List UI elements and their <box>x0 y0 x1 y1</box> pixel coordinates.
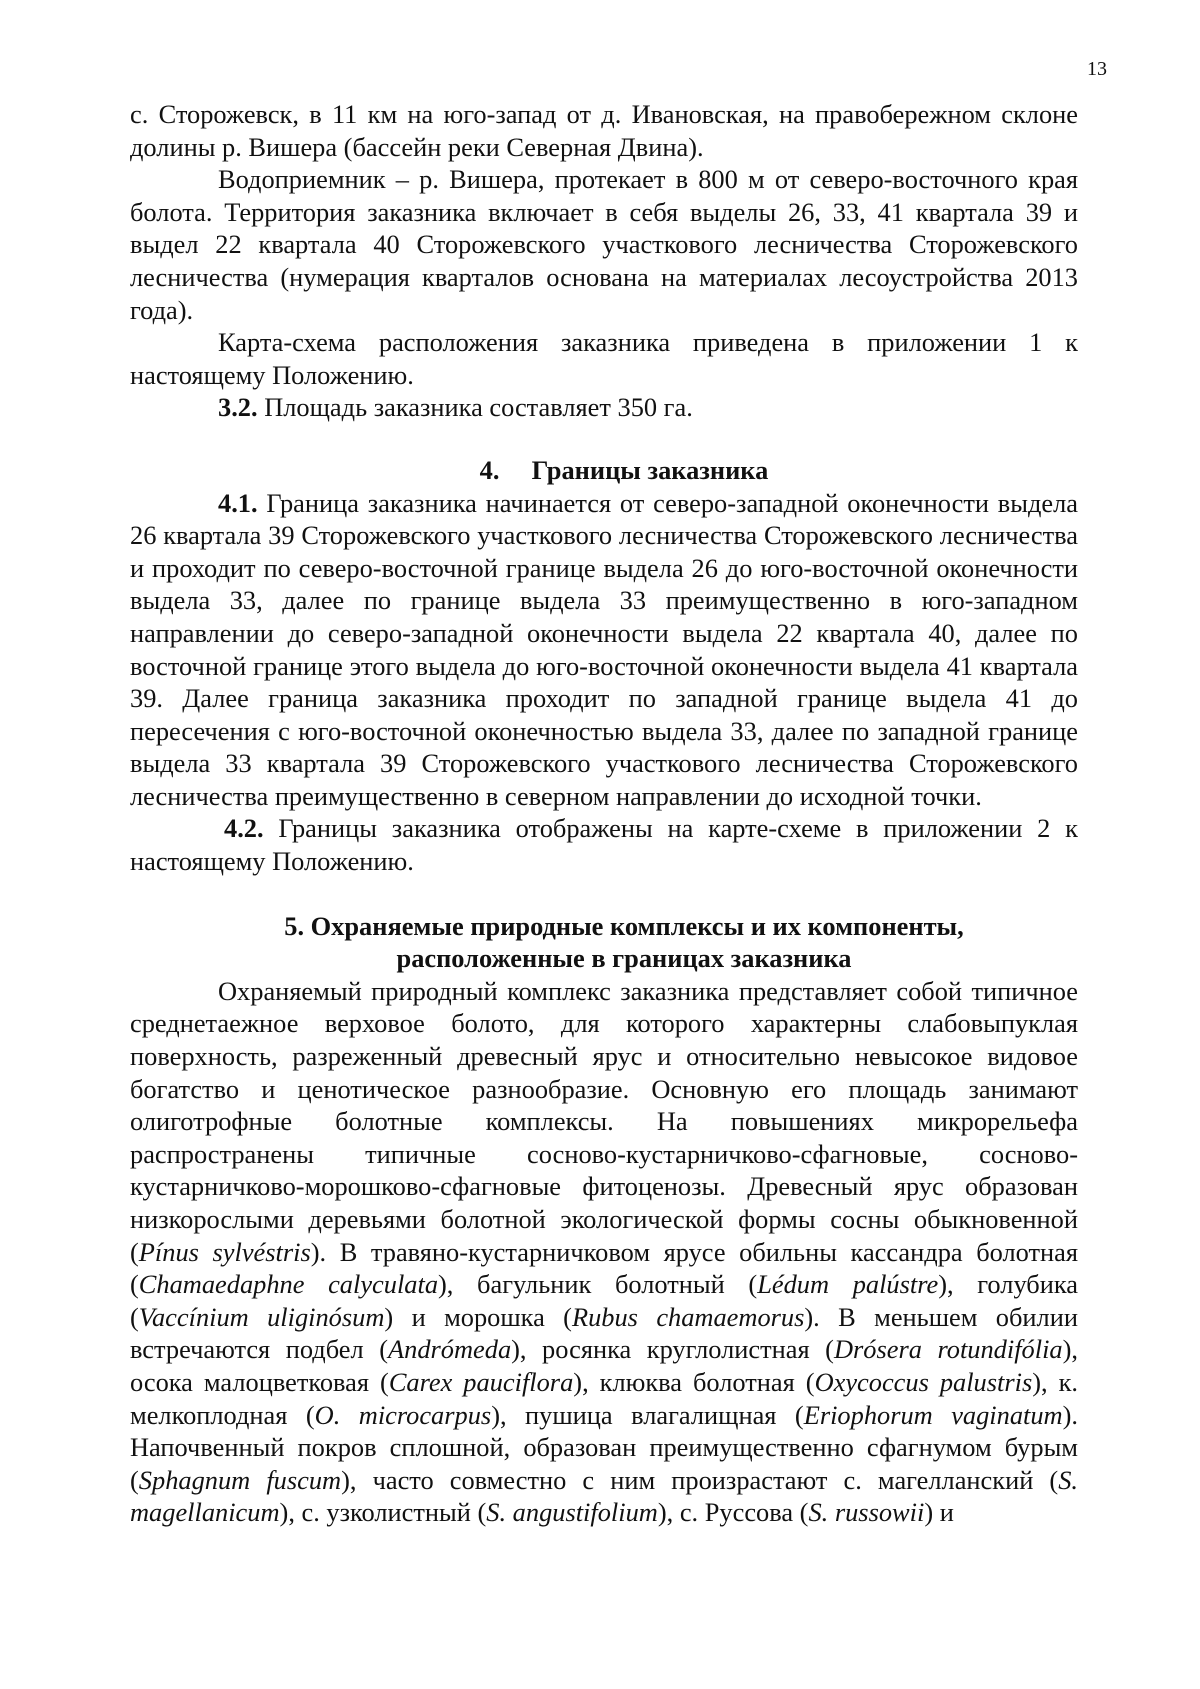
latin-name: Eriophorum vaginatum <box>803 1399 1063 1430</box>
latin-name: Andrómeda <box>388 1334 512 1365</box>
intro-paragraph-map-reference: Карта-схема расположения заказника приведена в приложении 1 к настоящему Положению. <box>130 327 1078 390</box>
body-text: ), росянка круглолистная ( <box>511 1334 834 1365</box>
clause-number: 3.2. <box>218 392 258 423</box>
page-number: 13 <box>1087 58 1107 80</box>
body-text: ), с. узколистный ( <box>279 1497 487 1528</box>
clause-text: Площадь заказника составляет 350 га. <box>257 392 693 423</box>
clause-4-2 <box>130 812 1078 877</box>
latin-name: Sphagnum fuscum <box>138 1464 342 1495</box>
clause-number: 4.2. <box>224 813 264 844</box>
body-text: ) и <box>924 1497 954 1528</box>
latin-name: S. angustifolium <box>486 1497 658 1528</box>
body-text: ) и морошка ( <box>384 1301 572 1332</box>
latin-name: Rubus chamaemorus <box>571 1301 805 1332</box>
latin-name: Vaccínium uliginósum <box>138 1301 385 1332</box>
body-text: ). В меньшем обилии встречаются подбел ( <box>130 1301 1078 1365</box>
section-4-heading <box>130 454 1078 487</box>
intro-paragraph-location: с. Сторожевск, в 11 км на юго-запад от д. Ивановская, на правобережном склоне долины р. Вишера (бассейн реки Северная Двина). <box>130 99 1078 162</box>
latin-name: S. russowii <box>808 1497 925 1528</box>
section-title-line-2: расположенные в границах заказника <box>396 943 852 974</box>
latin-name: Chamaedaphne calyculata <box>138 1269 439 1300</box>
latin-name: Drósera rotundifólia <box>833 1334 1063 1365</box>
body-text: ). Напочвенный покров сплошной, образован преимущественно сфагнумом бурым ( <box>130 1399 1078 1495</box>
clause-3-2 <box>130 391 1078 424</box>
clause-4-1 <box>130 487 1078 813</box>
body-text: ), осока малоцветковая ( <box>130 1334 1078 1397</box>
body-text: ), пушица влагалищная ( <box>491 1399 804 1430</box>
latin-name: Lédum palústre <box>757 1269 939 1300</box>
section-title: Границы заказника <box>531 454 769 485</box>
latin-name: Carex pauciflora <box>388 1366 574 1397</box>
body-text: ), к. мелкоплодная ( <box>130 1366 1079 1430</box>
latin-name: Pínus sylvéstris <box>138 1236 311 1267</box>
clause-number: 4.1. <box>218 487 258 518</box>
section-5-body <box>130 975 1078 1529</box>
clause-text: Граница заказника начинается от северо-западной оконечности выдела 26 квартала 39 Сторожевского участкового лесничества Сторожевского лесничества и проходит по северо-восточной границе выдела 26 до юго-восточной оконечности выдела 33, далее по границе выдела 33 преимущественно в юго-западном направлении до северо-западной оконечности выдела 22 квартала 40, далее по восточной границе этого выдела до юго-восточной оконечности выдела 41 квартала 39. Далее граница заказника проходит по западной границе выдела 41 до пересечения с юго-восточной оконечностью выдела 33, далее по западной границе выдела 33 квартала 39 Сторожевского участкового лесничества Сторожевского лесничества преимущественно в северном направлении до исходной точки. <box>130 487 1078 811</box>
clause-text: Границы заказника отображены на карте-схеме в приложении 2 к настоящему Положению. <box>130 813 1078 877</box>
section-5-heading <box>130 910 1078 975</box>
body-text: ), часто совместно с ним произрастают с. магелланский ( <box>341 1464 1059 1495</box>
intro-paragraph-water-receiver: Водоприемник – р. Вишера, протекает в 800 м от северо-восточного края болота. Территория заказника включает в себя выделы 26, 33, 41 квартала 39 и выдел 22 квартала 40 Сторожевского участкового лесничества Сторожевского лесничества (нумерация кварталов основана на материалах лесоустройства 2013 года). <box>130 164 1078 325</box>
section-title-line-1: 5. Охраняемые природные комплексы и их компоненты, <box>284 910 964 941</box>
latin-name: S. magellanicum <box>130 1464 1078 1528</box>
body-text: ), багульник болотный ( <box>438 1269 758 1300</box>
section-number: 4. <box>479 454 500 485</box>
body-text: ), голубика ( <box>130 1269 1078 1332</box>
body-text: Охраняемый природный комплекс заказника представляет собой типичное среднетаежное верховое болото, для которого характерны слабовыпуклая поверхность, разреженный древесный ярус и относительно невысокое видовое богатство и ценотическое разнообразие. Основную его площадь занимают олиготрофные болотные комплексы. На повышениях микрорельефа распространены типичные сосново-кустарничково-сфагновые, сосново-кустарничково-морошково-сфагновые фитоценозы. Древесный ярус образован низкорослыми деревьями болотной экологической формы сосны обыкновенной ( <box>130 975 1078 1267</box>
latin-name: O. microcarpus <box>314 1399 492 1430</box>
body-text: ), с. Руссова ( <box>657 1497 809 1528</box>
body-text: ), клюква болотная ( <box>573 1366 815 1397</box>
page-content <box>130 98 1078 1529</box>
body-text: ). В травяно-кустарничковом ярусе обильны кассандра болотная ( <box>130 1236 1078 1300</box>
latin-name: Oxycoccus palustris <box>814 1366 1033 1397</box>
